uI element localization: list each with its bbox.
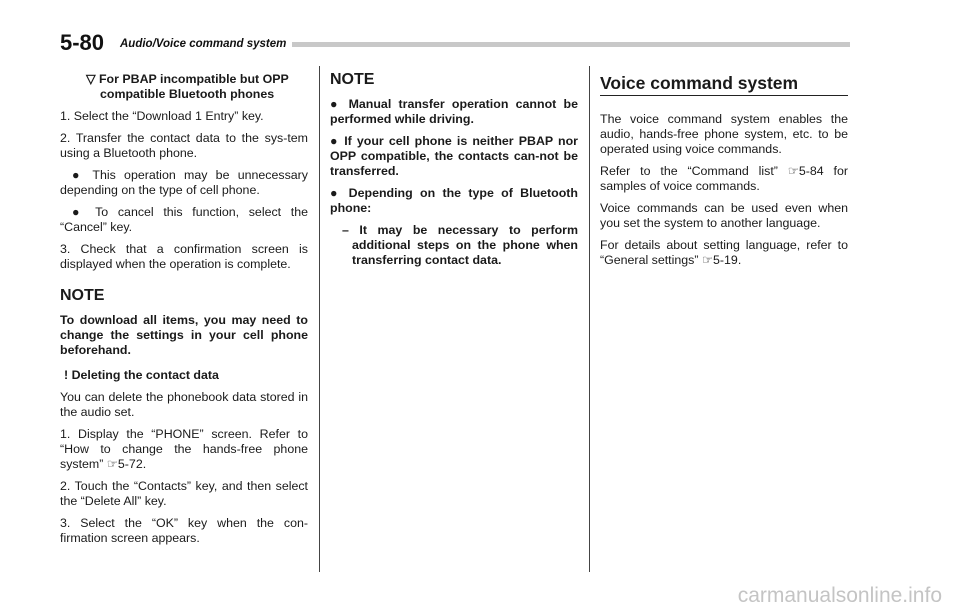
note-item-pbap: ● If your cell phone is neither PBAP nor OPP compatible, the contacts can-not be transferred. (330, 134, 578, 178)
note-dash-steps: – It may be necessary to perform additional steps on the phone when transferring contact data. (342, 223, 578, 267)
voice-command-title: Voice command system (600, 76, 848, 96)
voice-settings-ref: For details about setting language, refer to “General settings” ☞5-19. (600, 238, 848, 267)
voice-intro: The voice command system enables the audio, hands-free phone system, etc. to be operated using voice commands. (600, 112, 848, 156)
voice-command-list-ref: Refer to the “Command list” ☞5-84 for samples of voice commands. (600, 164, 848, 193)
pbap-heading: ▽ For PBAP incompatible but OPP compatible Bluetooth phones (86, 72, 289, 101)
step-1: 1. Select the “Download 1 Entry” key. (60, 109, 264, 123)
column-right (600, 72, 848, 275)
delete-step-2: 2. Touch the “Contacts” key, and then select the “Delete All” key. (60, 479, 308, 508)
note-item-manual: ● Manual transfer operation cannot be performed while driving. (330, 97, 578, 126)
page-number: 5-80 (60, 30, 105, 55)
column-middle (330, 72, 578, 275)
delete-intro: You can delete the phonebook data stored in the audio set. (60, 390, 308, 419)
column-divider (319, 66, 320, 572)
note-heading: NOTE (60, 287, 105, 304)
step-2: 2. Transfer the contact data to the sys-tem using a Bluetooth phone. (60, 131, 308, 160)
note-heading: NOTE (330, 71, 375, 88)
page-header (60, 30, 850, 56)
section-title: Audio/Voice command system (120, 38, 287, 50)
column-divider (589, 66, 590, 572)
delete-step-3: 3. Select the “OK” key when the con-firmation screen appears. (60, 516, 308, 545)
column-left (60, 72, 308, 553)
note-item-bluetooth: ● Depending on the type of Bluetooth phone: (330, 186, 578, 215)
delete-step-1: 1. Display the “PHONE” screen. Refer to “How to change the hands-free phone system” ☞5-72. (60, 427, 308, 471)
watermark: carmanualsonline.info (737, 584, 942, 607)
bullet-unnecessary: ● This operation may be unnecessary depending on the type of cell phone. (60, 168, 308, 197)
header-rule (292, 42, 850, 47)
bullet-cancel: ● To cancel this function, select the “Cancel” key. (60, 205, 308, 234)
step-3: 3. Check that a confirmation screen is displayed when the operation is complete. (60, 242, 308, 271)
note-text: To download all items, you may need to change the settings in your cell phone beforehand. (60, 313, 308, 357)
delete-heading: ! Deleting the contact data (64, 368, 219, 382)
voice-language: Voice commands can be used even when you set the system to another language. (600, 201, 848, 230)
